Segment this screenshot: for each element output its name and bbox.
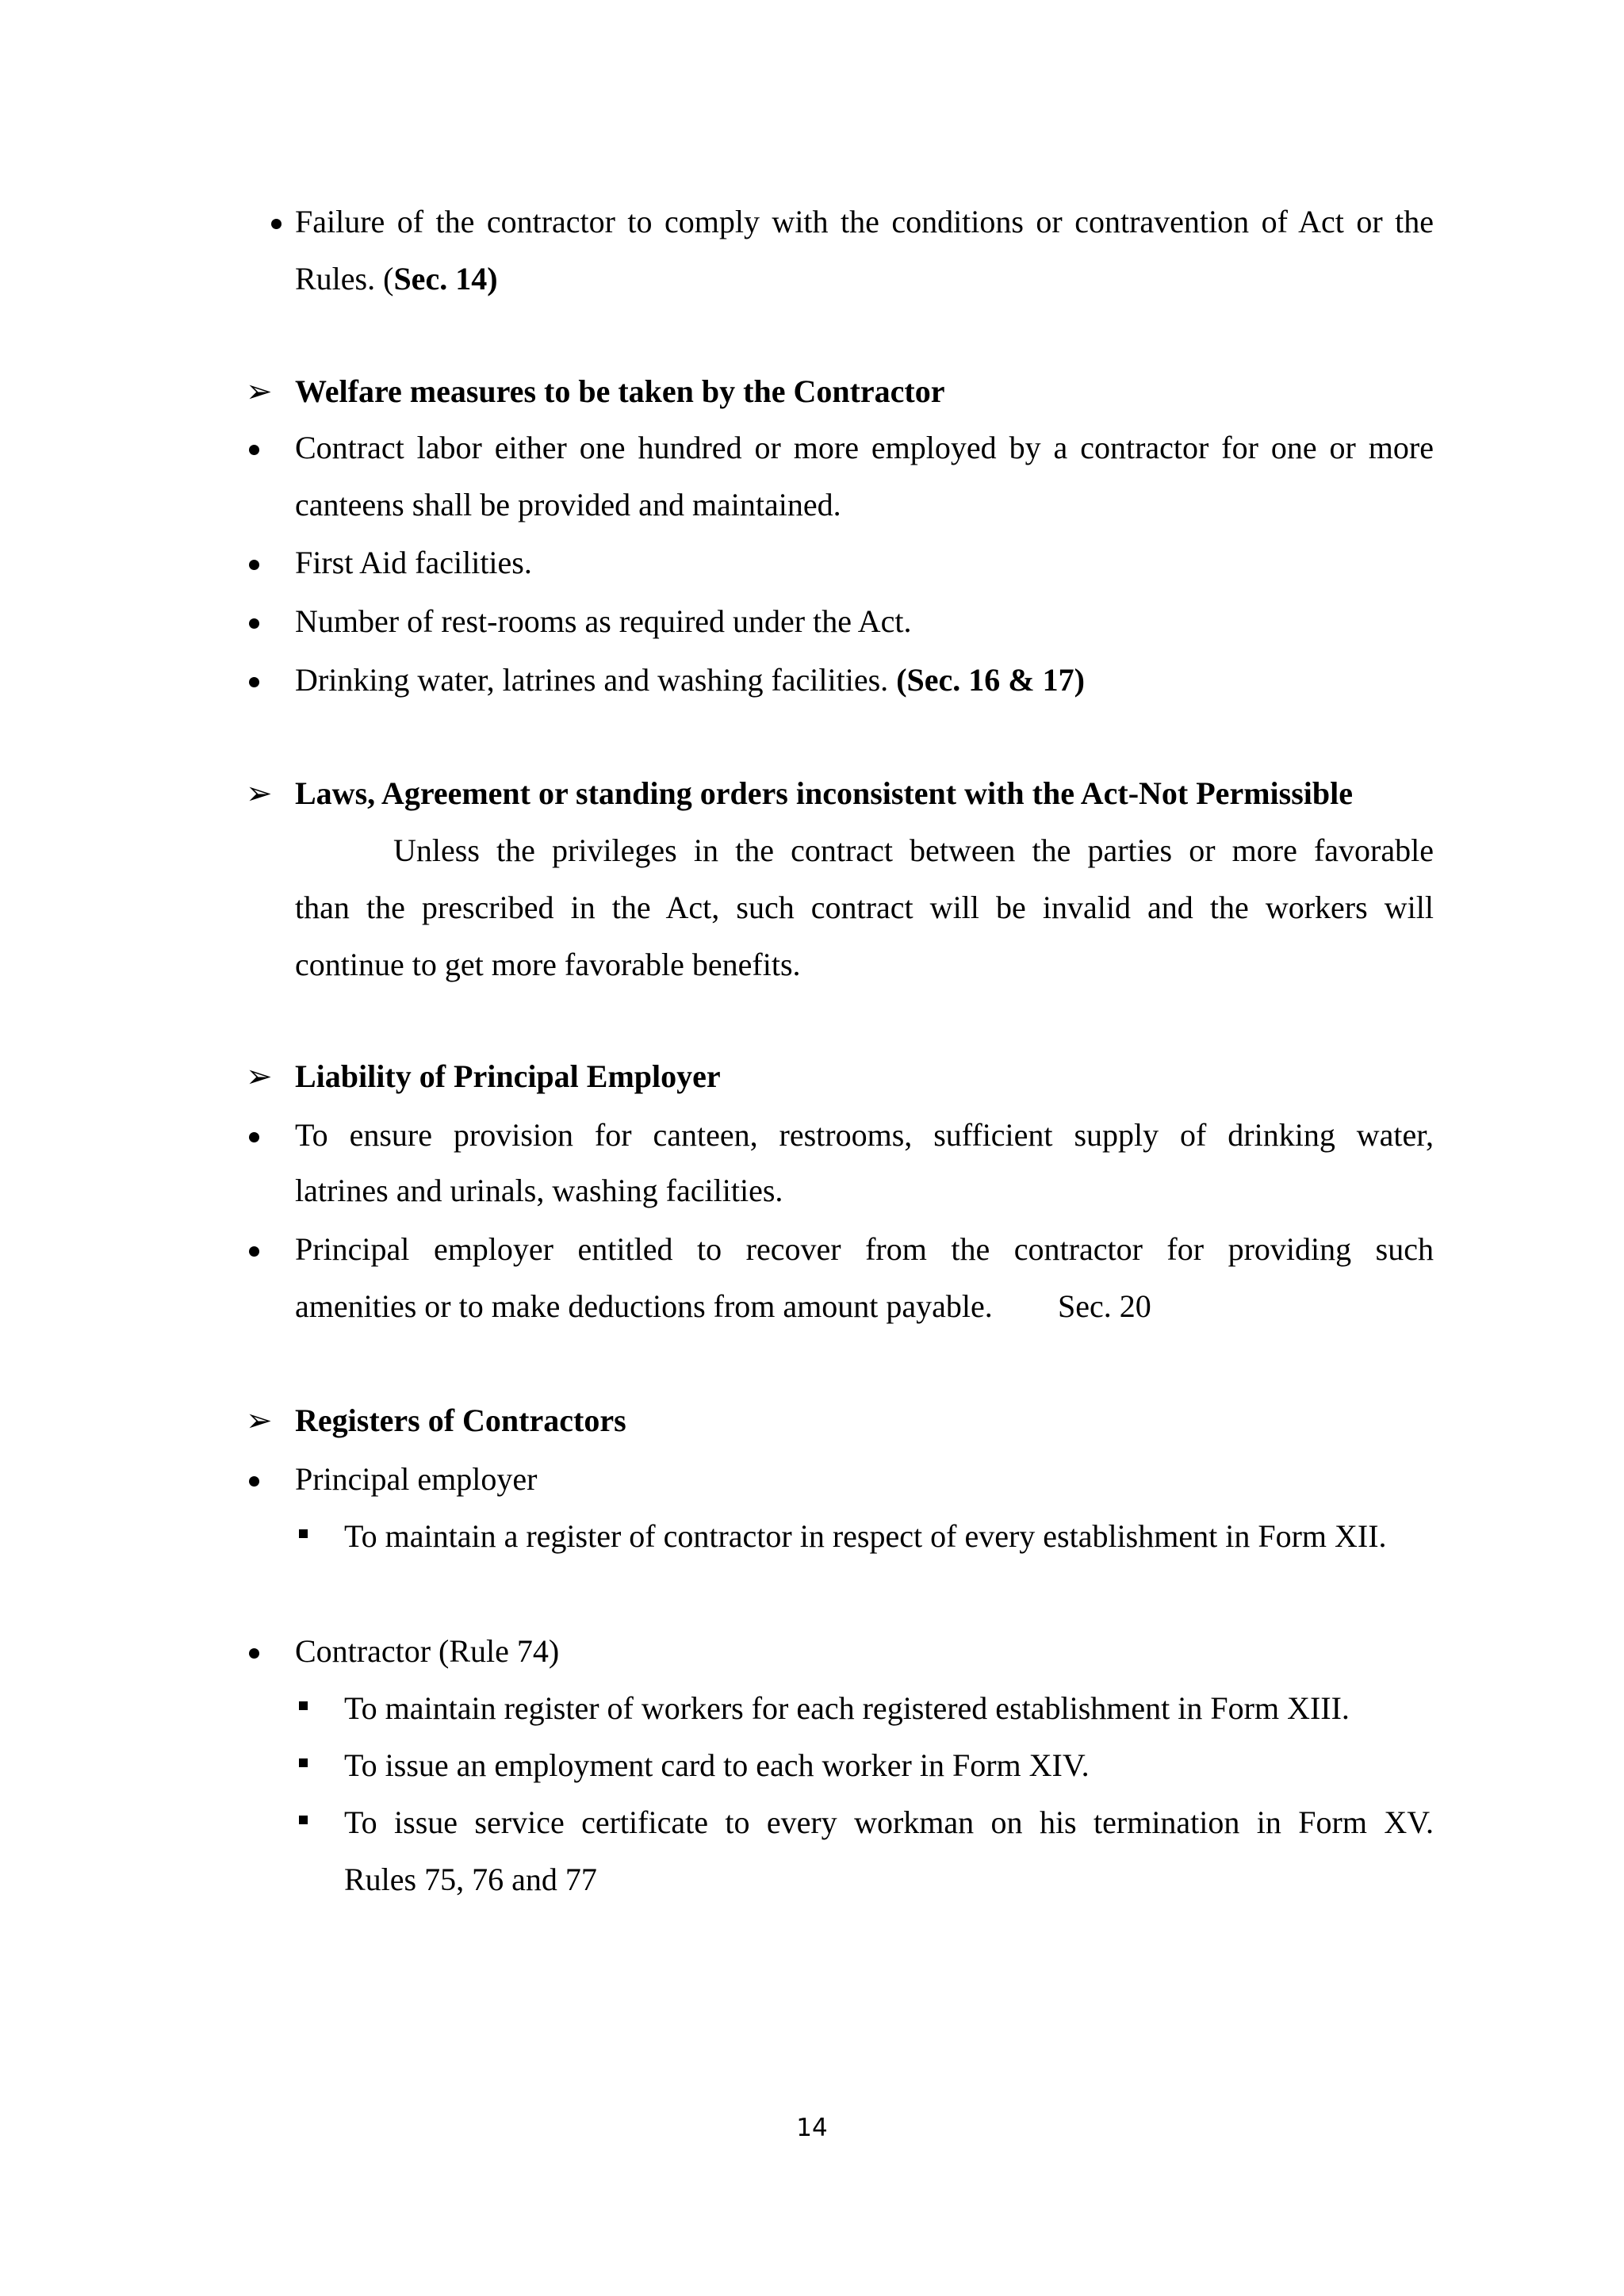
laws-para-line2: than the prescribed in the Act, such contract will be invalid and the workers will [295, 890, 1434, 925]
laws-para-line3: continue to get more favorable benefits. [295, 947, 801, 982]
principal-item-1: To maintain a register of contractor in respect of every establishment in Form XII. [344, 1518, 1387, 1554]
welfare-item-1-line1: Contract labor either one hundred or more employed by a contractor for one or more [295, 430, 1434, 465]
liability-item-2-line1: Principal employer entitled to recover from the contractor for providing such [295, 1231, 1434, 1267]
square-bullet-icon [299, 1816, 308, 1824]
welfare-item-2: First Aid facilities. [295, 545, 532, 580]
section-ref: Sec. 14) [393, 261, 498, 297]
bullet-dot-icon [249, 445, 259, 455]
contractor-item-1: To maintain register of workers for each registered establishment in Form XIII. [344, 1690, 1350, 1726]
bullet-dot-icon [249, 1476, 259, 1487]
bullet-dot-icon [249, 560, 259, 570]
intro-bullet-text: Rules. ( [295, 261, 394, 297]
liability-item-1-line2: latrines and urinals, washing facilities. [295, 1173, 783, 1208]
registers-heading: Registers of Contractors [295, 1402, 626, 1438]
bullet-dot-icon [249, 1648, 259, 1659]
contractor-item-2: To issue an employment card to each worker in Form XIV. [344, 1747, 1090, 1783]
welfare-item-1-line2: canteens shall be provided and maintained. [295, 487, 841, 522]
square-bullet-icon [299, 1758, 308, 1767]
square-bullet-icon [299, 1529, 308, 1538]
contractor-item-3: To issue service certificate to every workman on his termination in Form XV. [344, 1804, 1434, 1840]
contractor-label: Contractor (Rule 74) [295, 1633, 560, 1669]
arrow-bullet-icon: ➢ [246, 1058, 273, 1094]
section-ref: (Sec. 16 & 17) [896, 662, 1085, 698]
principal-employer-label: Principal employer [295, 1461, 538, 1497]
rules-ref: Rules 75, 76 and 77 [344, 1862, 597, 1897]
intro-bullet-line1: Failure of the contractor to comply with the conditions or contravention of Act or the [295, 204, 1434, 239]
welfare-item-3: Number of rest-rooms as required under the Act. [295, 603, 912, 639]
intro-bullet-line2 [295, 260, 498, 298]
liability-item-2-line2: amenities or to make deductions from amount payable. [295, 1288, 993, 1324]
bullet-dot-icon [249, 1246, 259, 1257]
arrow-bullet-icon: ➢ [246, 775, 273, 811]
welfare-heading: Welfare measures to be taken by the Contractor [295, 373, 945, 409]
liability-item-1-line1: To ensure provision for canteen, restrooms, sufficient supply of drinking water, [295, 1117, 1434, 1153]
liability-heading: Liability of Principal Employer [295, 1058, 721, 1094]
welfare-item-4 [295, 661, 1085, 699]
bullet-dot-icon [271, 219, 282, 229]
bullet-dot-icon [249, 1132, 259, 1142]
bullet-dot-icon [249, 618, 259, 629]
square-bullet-icon [299, 1701, 308, 1710]
page-number: 14 [796, 2114, 828, 2142]
bullet-dot-icon [249, 677, 259, 687]
section-ref: Sec. 20 [1058, 1288, 1151, 1324]
laws-heading: Laws, Agreement or standing orders inconsistent with the Act-Not Permissible [295, 775, 1353, 811]
laws-para-line1: Unless the privileges in the contract between the parties or more favorable [393, 832, 1434, 868]
welfare-item-4-text: Drinking water, latrines and washing facilities. [295, 662, 897, 698]
arrow-bullet-icon: ➢ [246, 1402, 273, 1438]
arrow-bullet-icon: ➢ [246, 373, 273, 409]
